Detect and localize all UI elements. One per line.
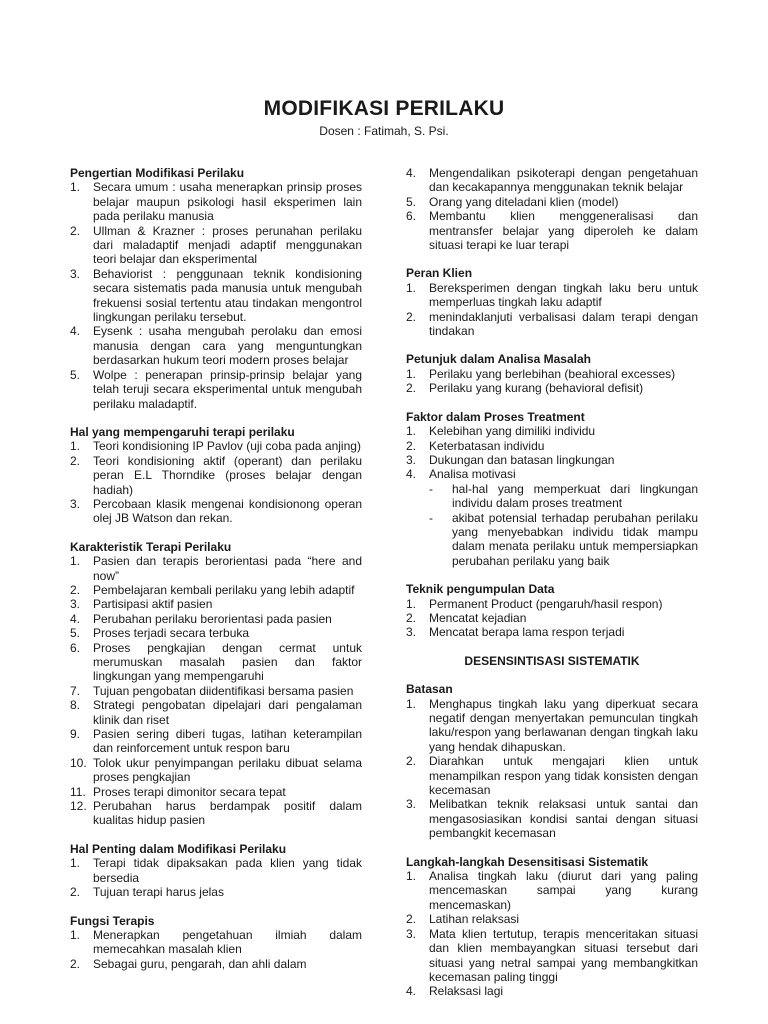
item-number: 1.: [70, 180, 81, 195]
item-text: Menghapus tingkah laku yang diperkuat secara negatif dengan menyertakan pemunculan tingkah laku/respon yang berlawanan dengan tingkah laku yang hendak dihapuskan.: [429, 696, 698, 754]
list-item: [406, 927, 698, 985]
sub-item-text: hal-hal yang memperkuat dari lingkungan individu dalam proses treatment: [452, 481, 698, 511]
section-title: Batasan: [406, 682, 453, 697]
item-number: 3.: [70, 266, 81, 281]
item-text: Teori kondisioning aktif (operant) dan perilaku peran E.L Thorndike (proses belajar dengan hadiah): [93, 453, 362, 497]
list-item: [70, 554, 362, 583]
item-text: Ullman & Krazner : proses perunahan perilaku dari maladaptif menjadi adaptif menggunakan teori belajar dan eksperimental: [93, 223, 362, 267]
item-number: 1.: [406, 366, 417, 381]
item-number: 3.: [406, 452, 417, 467]
sub-item: [429, 482, 698, 511]
item-number: 9.: [70, 727, 81, 742]
item-list: [70, 554, 362, 828]
item-list: [406, 424, 698, 568]
list-item: [406, 453, 698, 467]
item-number: 1.: [406, 596, 417, 611]
item-number: 1.: [70, 856, 81, 871]
item-number: 4.: [406, 984, 417, 999]
section-petunjuk: [406, 352, 698, 395]
dash-marker: -: [429, 510, 433, 525]
item-number: 1.: [70, 927, 81, 942]
list-item: [70, 324, 362, 367]
list-item: [70, 267, 362, 325]
item-list: [406, 697, 698, 841]
item-number: 3.: [406, 926, 417, 941]
item-number: 3.: [406, 797, 417, 812]
item-number: 4.: [70, 611, 81, 626]
item-number: 7.: [70, 683, 81, 698]
item-list: [406, 367, 698, 396]
list-item: [70, 641, 362, 684]
list-item: [406, 797, 698, 840]
list-item: [70, 626, 362, 640]
section-title: Pengertian Modifikasi Perilaku: [70, 166, 245, 180]
item-text: Perubahan harus berdampak positif dalam kualitas hidup pasien: [93, 799, 362, 828]
item-text: Proses terapi dimonitor secara tepat: [93, 784, 286, 799]
item-number: 2.: [70, 956, 81, 971]
list-item: [70, 224, 362, 267]
list-item: [406, 439, 698, 453]
list-item: [406, 195, 698, 209]
item-number: 3.: [70, 597, 81, 612]
item-number: 2.: [70, 582, 81, 597]
list-item: [70, 698, 362, 727]
document-header: [0, 96, 768, 139]
item-number: 4.: [406, 467, 417, 482]
list-item: [70, 454, 362, 497]
item-text: Behaviorist : penggunaan teknik kondisioning secara sistematis pada manusia untuk mengubah frekuensi sosial tertentu atau tindakan mengontrol lingkungan perilaku tersebut.: [93, 266, 362, 325]
item-number: 11.: [70, 784, 86, 799]
item-list: [406, 281, 698, 339]
item-list: [70, 439, 362, 525]
item-number: 2.: [70, 223, 81, 238]
list-item: [406, 697, 698, 755]
item-text: Melibatkan teknik relaksasi untuk santai dan mengasosiasikan kondisi santai dengan situasi pembangkit kecemasan: [429, 797, 698, 841]
section-faktor: [406, 410, 698, 568]
section-langkah: [406, 855, 698, 999]
item-text: Mencatat berapa lama respon terjadi: [429, 625, 625, 640]
item-text: Bereksperimen dengan tingkah laku beru untuk memperluas tingkah laku adaptif: [429, 280, 698, 310]
item-text: Mencatat kejadian: [429, 610, 527, 625]
section-fungsi-terapis: [70, 914, 362, 972]
list-item: [406, 869, 698, 912]
item-number: 4.: [406, 166, 417, 180]
section-title: Fungsi Terapis: [70, 913, 155, 928]
item-text: Pasien dan terapis berorientasi pada “here and now”: [93, 554, 362, 583]
item-number: 1.: [70, 439, 81, 454]
list-item: [70, 180, 362, 223]
section-batasan: [406, 682, 698, 840]
item-number: 5.: [70, 367, 81, 382]
item-text: Terapi tidak dipaksakan pada klien yang tidak bersedia: [93, 856, 362, 885]
item-text: Teori kondisioning IP Pavlov (uji coba pada anjing): [93, 439, 361, 454]
list-item: [406, 625, 698, 639]
left-column: [70, 166, 362, 985]
list-item: [70, 684, 362, 698]
item-number: 6.: [70, 640, 81, 655]
list-item: [406, 984, 698, 998]
section-title: Faktor dalam Proses Treatment: [406, 409, 585, 424]
list-item: [70, 583, 362, 597]
item-text: Secara umum : usaha menerapkan prinsip proses belajar maupun psikologi hasil eksperimen lain pada perilaku manusia: [93, 180, 362, 224]
sub-item-text: akibat potensial terhadap perubahan perilaku yang menyebabkan individu tidak mampu dalam menata perilaku untuk mempersiapkan perubahan perilaku yang baik: [452, 510, 698, 568]
item-number: 2.: [406, 438, 417, 453]
section-peran-klien: [406, 266, 698, 338]
item-text: Latihan relaksasi: [429, 912, 520, 927]
item-text: Proses terjadi secara terbuka: [93, 626, 250, 641]
list-item: [406, 912, 698, 926]
list-item: [70, 856, 362, 885]
list-item: [70, 785, 362, 799]
list-item: [70, 439, 362, 453]
section-title: Langkah-langkah Desensitisasi Sistematik: [406, 854, 649, 869]
item-number: 2.: [70, 885, 81, 900]
item-text: Analisa motivasi: [429, 467, 516, 482]
section-title: Hal yang mempengaruhi terapi perilaku: [70, 424, 295, 439]
item-text: Eysenk : usaha mengubah perolaku dan emosi manusia dengan cara yang menguntungkan berdasarkan hukum teori modern proses belajar: [93, 324, 362, 368]
item-text: Sebagai guru, pengarah, dan ahli dalam: [93, 956, 307, 971]
item-text: menindaklanjuti verbalisasi dalam terapi dengan tindakan: [429, 309, 698, 339]
item-text: Tujuan pengobatan diidentifikasi bersama pasien: [93, 683, 354, 698]
item-number: 1.: [406, 869, 417, 884]
item-text: Partisipasi aktif pasien: [93, 597, 213, 612]
item-text: Kelebihan yang dimiliki individu: [429, 424, 596, 439]
list-item: [70, 885, 362, 899]
list-item: [70, 597, 362, 611]
list-item: [406, 467, 698, 568]
item-number: 2.: [406, 912, 417, 927]
item-number: 12.: [70, 799, 87, 814]
item-text: Wolpe : penerapan prinsip-prinsip belajar yang telah teruji secara eksperimental untuk mengubah perilaku maladaptif.: [93, 367, 362, 411]
item-number: 10.: [70, 755, 87, 770]
right-column: [406, 166, 698, 1013]
item-number: 6.: [406, 209, 417, 224]
chapter-heading: DESENSINTISASI SISTEMATIK: [464, 653, 640, 668]
list-item: [406, 424, 698, 438]
section-teknik: [406, 582, 698, 640]
list-item: [70, 497, 362, 526]
item-text: Analisa tingkah laku (diurut dari yang paling mencemaskan sampai yang kurang mencemaskan): [429, 869, 698, 912]
item-text: Pasien sering diberi tugas, latihan keterampilan dan reinforcement untuk respon baru: [93, 727, 362, 756]
item-text: Relaksasi lagi: [429, 984, 504, 999]
item-number: 2.: [406, 610, 417, 625]
item-list: [70, 180, 362, 411]
section-desensitisasi-heading: [406, 654, 698, 668]
section-title: Peran Klien: [406, 266, 473, 281]
section-title: Teknik pengumpulan Data: [406, 582, 555, 597]
item-text: Mengendalikan psikoterapi dengan pengetahuan dan kecakapannya menggunakan teknik belajar: [429, 166, 698, 195]
item-text: Tujuan terapi harus jelas: [93, 885, 224, 900]
item-list: [406, 166, 698, 252]
item-number: 5.: [406, 194, 417, 209]
item-number: 8.: [70, 698, 81, 713]
list-item: [70, 928, 362, 957]
section-karakteristik: [70, 540, 362, 828]
item-text: Proses pengkajian dengan cermat untuk merumuskan masalah pasien dan faktor lingkungan yang mempengaruhi: [93, 640, 362, 684]
section-hal-penting: [70, 842, 362, 900]
item-number: 3.: [70, 496, 81, 511]
sub-list: [429, 482, 698, 568]
item-text: Perilaku yang berlebihan (beahioral excesses): [429, 366, 676, 381]
item-list: [70, 856, 362, 899]
list-item: [406, 281, 698, 310]
sub-item: [429, 511, 698, 569]
item-text: Dukungan dan batasan lingkungan: [429, 452, 615, 467]
list-item: [406, 166, 698, 195]
list-item: [70, 756, 362, 785]
list-item: [406, 754, 698, 797]
item-text: Diarahkan untuk mengajari klien untuk menampilkan respon yang tidak konsisten dengan kecemasan: [429, 754, 698, 798]
item-text: Perubahan perilaku berorientasi pada pasien: [93, 611, 332, 626]
item-text: Perilaku yang kurang (behavioral defisit): [429, 381, 644, 396]
item-text: Strategi pengobatan dipelajari dari pengalaman klinik dan riset: [93, 698, 362, 727]
item-number: 2.: [70, 453, 81, 468]
item-text: Permanent Product (pengaruh/hasil respon): [429, 596, 663, 611]
list-item: [406, 367, 698, 381]
item-text: Mata klien tertutup, terapis menceritakan situasi dan klien membayangkan situasi tersebut dari situasi yang netral sampai yang membangkitkan kecemasan paling tinggi: [429, 926, 698, 984]
item-text: Percobaan klasik mengenai kondisionong operan olej JB Watson dan rekan.: [93, 496, 362, 526]
list-item: [406, 310, 698, 339]
item-list: [70, 928, 362, 971]
item-text: Keterbatasan individu: [429, 438, 545, 453]
item-text: Membantu klien menggeneralisasi dan mentransfer belajar yang diperoleh ke dalam situasi terapi ke luar terapi: [429, 209, 698, 253]
item-text: Tolok ukur penyimpangan perilaku dibuat selama proses pengkajian: [93, 755, 362, 785]
section-title: Petunjuk dalam Analisa Masalah: [406, 352, 591, 367]
item-number: 5.: [70, 626, 81, 641]
item-text: Orang yang diteladani klien (model): [429, 194, 619, 209]
section-fungsi-terapis-continued: [406, 166, 698, 252]
item-number: 1.: [406, 280, 417, 295]
list-item: [70, 799, 362, 828]
item-number: 1.: [406, 424, 417, 439]
item-text: Pembelajaran kembali perilaku yang lebih adaptif: [93, 582, 355, 597]
list-item: [70, 612, 362, 626]
section-hal-mempengaruhi: [70, 425, 362, 526]
list-item: [70, 957, 362, 971]
item-number: 1.: [70, 554, 81, 569]
list-item: [406, 381, 698, 395]
section-title: Hal Penting dalam Modifikasi Perilaku: [70, 841, 287, 856]
item-number: 1.: [406, 696, 417, 711]
list-item: [406, 597, 698, 611]
item-number: 2.: [406, 754, 417, 769]
item-number: 3.: [406, 625, 417, 640]
document-subtitle: Dosen : Fatimah, S. Psi.: [319, 124, 449, 138]
list-item: [70, 368, 362, 411]
item-list: [406, 869, 698, 999]
item-number: 4.: [70, 324, 81, 339]
list-item: [406, 209, 698, 252]
list-item: [406, 611, 698, 625]
item-text: Menerapkan pengetahuan ilmiah dalam memecahkan masalah klien: [93, 927, 362, 957]
item-number: 2.: [406, 381, 417, 396]
list-item: [70, 727, 362, 756]
document-title: MODIFIKASI PERILAKU: [263, 97, 505, 120]
section-title: Karakteristik Terapi Perilaku: [70, 539, 232, 554]
section-pengertian: [70, 166, 362, 411]
dash-marker: -: [429, 481, 433, 496]
item-list: [406, 597, 698, 640]
item-number: 2.: [406, 309, 417, 324]
